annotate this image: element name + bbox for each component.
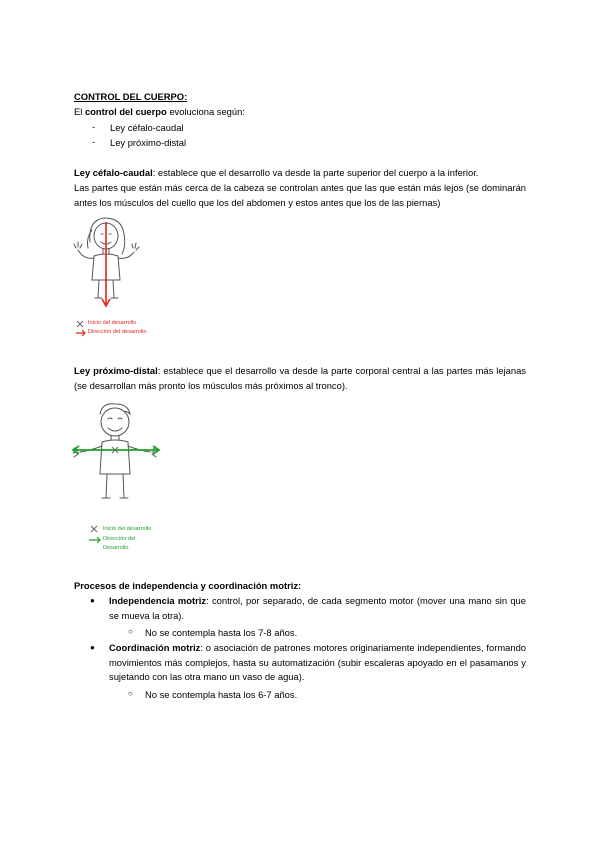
- coordinacion-text: : o asociación de patrones motores originariamente independientes, formando movimientos más complejos, hasta su automatización (subir escaleras apoyado en el pasamanos y sujetando con las otra mano un vaso de agua).: [109, 642, 526, 682]
- process-item-coordinacion: [109, 641, 526, 685]
- section-title: CONTROL DEL CUERPO:: [74, 91, 188, 102]
- proximo-term: Ley próximo-distal: [74, 365, 158, 376]
- cefalo-legend-direction: Dirección del desarrollo: [88, 329, 147, 335]
- dash-marker: -: [92, 136, 96, 147]
- direction-arrow-icon: [76, 329, 86, 337]
- processes-title: Procesos de independencia y coordinación motriz:: [74, 580, 302, 591]
- proximo-distal-illustration: [66, 400, 166, 510]
- proximo-legend-start: Inicio del desarrollo: [103, 526, 152, 532]
- intro-suffix: evoluciona según:: [166, 106, 245, 117]
- law-item-cefalo: Ley céfalo-caudal: [110, 122, 184, 133]
- intro-bold: control del cuerpo: [84, 106, 167, 117]
- direction-arrow-icon: [89, 536, 101, 544]
- coordinacion-sub: No se contempla hasta los 6-7 años.: [145, 689, 298, 700]
- proximo-definition-text: : establece que el desarrollo va desde la parte corporal central a las partes más lejanas (se desarrollan más pronto los músculos más próximos al tronco).: [74, 365, 526, 391]
- dash-marker: -: [92, 121, 96, 132]
- independencia-text: : control, por separado, de cada segmento motor (mover una mano sin que se mueva la otra).: [109, 595, 526, 621]
- start-x-icon: [90, 525, 98, 533]
- law-item-proximo: Ley próximo-distal: [110, 137, 187, 148]
- cefalo-caudal-illustration: [66, 214, 156, 314]
- coordinacion-term: Coordinación motriz: [109, 642, 201, 653]
- intro-prefix: El: [74, 106, 85, 117]
- proximo-legend-direction-1: Dirección del: [103, 536, 136, 542]
- cefalo-term: Ley céfalo-caudal: [74, 167, 153, 178]
- circle-marker: ○: [128, 627, 133, 636]
- start-x-icon: [76, 320, 84, 328]
- independencia-term: Independencia motriz: [109, 595, 207, 606]
- proximo-definition: [74, 364, 526, 393]
- cefalo-definition-text: : establece que el desarrollo va desde la parte superior del cuerpo a la inferior.: [152, 167, 479, 178]
- bullet-marker: ●: [90, 596, 95, 605]
- process-item-independencia: [109, 594, 526, 623]
- bullet-marker: ●: [90, 643, 95, 652]
- cefalo-definition: [74, 166, 478, 179]
- proximo-legend-direction-2: Desarrollo: [103, 545, 129, 551]
- intro-line: [74, 105, 245, 118]
- cefalo-explanation: Las partes que están más cerca de la cabeza se controlan antes que las que están más lejos (se dominarán antes los músculos del cuello que los del abdomen y estos antes que los de las piernas): [74, 182, 526, 208]
- cefalo-legend-start: Inicio del desarrollo: [88, 320, 137, 326]
- circle-marker: ○: [128, 689, 133, 698]
- independencia-sub: No se contempla hasta los 7-8 años.: [145, 627, 298, 638]
